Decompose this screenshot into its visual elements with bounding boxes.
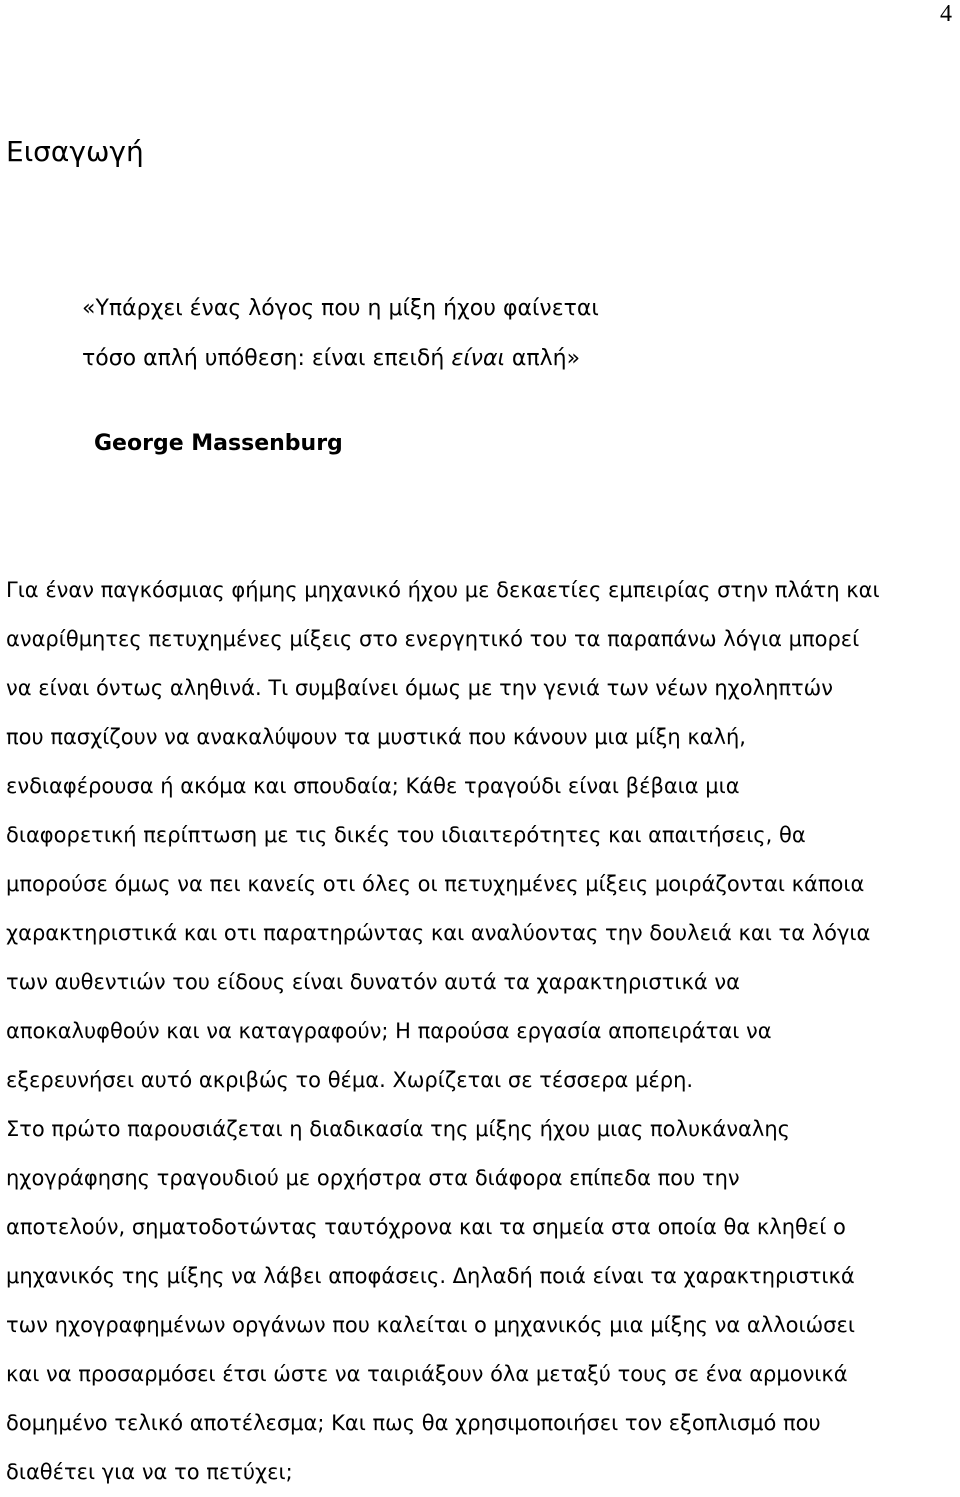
body-line: αποκαλυφθούν και να καταγραφούν; Η παρούσα εργασία αποπειράται να: [6, 1019, 772, 1043]
body-line: αποτελούν, σηματοδοτώντας ταυτόχρονα και τα σημεία στα οποία θα κληθεί ο: [6, 1215, 846, 1239]
epigraph-line-2-start: τόσο απλή υπόθεση: είναι επειδή: [82, 346, 452, 371]
body-line: να είναι όντως αληθινά. Τι συμβαίνει όμως με την γενιά των νέων ηχοληπτών: [6, 676, 833, 700]
body-line: Για έναν παγκόσμιας φήμης μηχανικό ήχου με δεκαετίες εμπειρίας στην πλάτη και: [6, 578, 880, 602]
body-line: ενδιαφέρουσα ή ακόμα και σπουδαία; Κάθε τραγούδι είναι βέβαια μια: [6, 774, 740, 798]
body-line: ηχογράφησης τραγουδιού με ορχήστρα στα διάφορα επίπεδα που την: [6, 1166, 740, 1190]
body-line: αναρίθμητες πετυχημένες μίξεις στο ενεργητικό του τα παραπάνω λόγια μπορεί: [6, 627, 860, 651]
body-line: διαφορετική περίπτωση με τις δικές του ιδιαιτερότητες και απαιτήσεις, θα: [6, 823, 806, 847]
body-line: μηχανικός της μίξης να λάβει αποφάσεις. Δηλαδή ποιά είναι τα χαρακτηριστικά: [6, 1264, 855, 1288]
body-line: διαθέτει για να το πετύχει;: [6, 1460, 293, 1484]
epigraph-line-2-end: απλή»: [504, 346, 581, 371]
quote-author: George Massenburg: [94, 431, 343, 456]
body-line: δομημένο τελικό αποτέλεσμα; Και πως θα χρησιμοποιήσει τον εξοπλισμό που: [6, 1411, 821, 1435]
body-line: Στο πρώτο παρουσιάζεται η διαδικασία της μίξης ήχου μιας πολυκάναλης: [6, 1117, 790, 1141]
epigraph-italic-word: είναι: [451, 346, 505, 371]
epigraph-quote: [82, 284, 599, 384]
page-number: 4: [940, 1, 952, 27]
epigraph-line-2: [82, 334, 599, 384]
body-line: και να προσαρμόσει έτσι ώστε να ταιριάξουν όλα μεταξύ τους σε ένα αρμονικά: [6, 1362, 848, 1386]
section-heading: Εισαγωγή: [6, 135, 144, 168]
body-line: που πασχίζουν να ανακαλύψουν τα μυστικά που κάνουν μια μίξη καλή,: [6, 725, 746, 749]
body-line: χαρακτηριστικά και οτι παρατηρώντας και αναλύοντας την δουλειά και τα λόγια: [6, 921, 871, 945]
body-line: εξερευνήσει αυτό ακριβώς το θέμα. Χωρίζεται σε τέσσερα μέρη.: [6, 1068, 694, 1092]
body-line: μπορούσε όμως να πει κανείς οτι όλες οι πετυχημένες μίξεις μοιράζονται κάποια: [6, 872, 865, 896]
body-paragraph: [6, 566, 956, 1497]
body-line: των ηχογραφημένων οργάνων που καλείται ο μηχανικός μια μίξης να αλλοιώσει: [6, 1313, 855, 1337]
body-line: των αυθεντιών του είδους είναι δυνατόν αυτά τα χαρακτηριστικά να: [6, 970, 740, 994]
epigraph-line-1: «Υπάρχει ένας λόγος που η μίξη ήχου φαίνεται: [82, 296, 599, 321]
